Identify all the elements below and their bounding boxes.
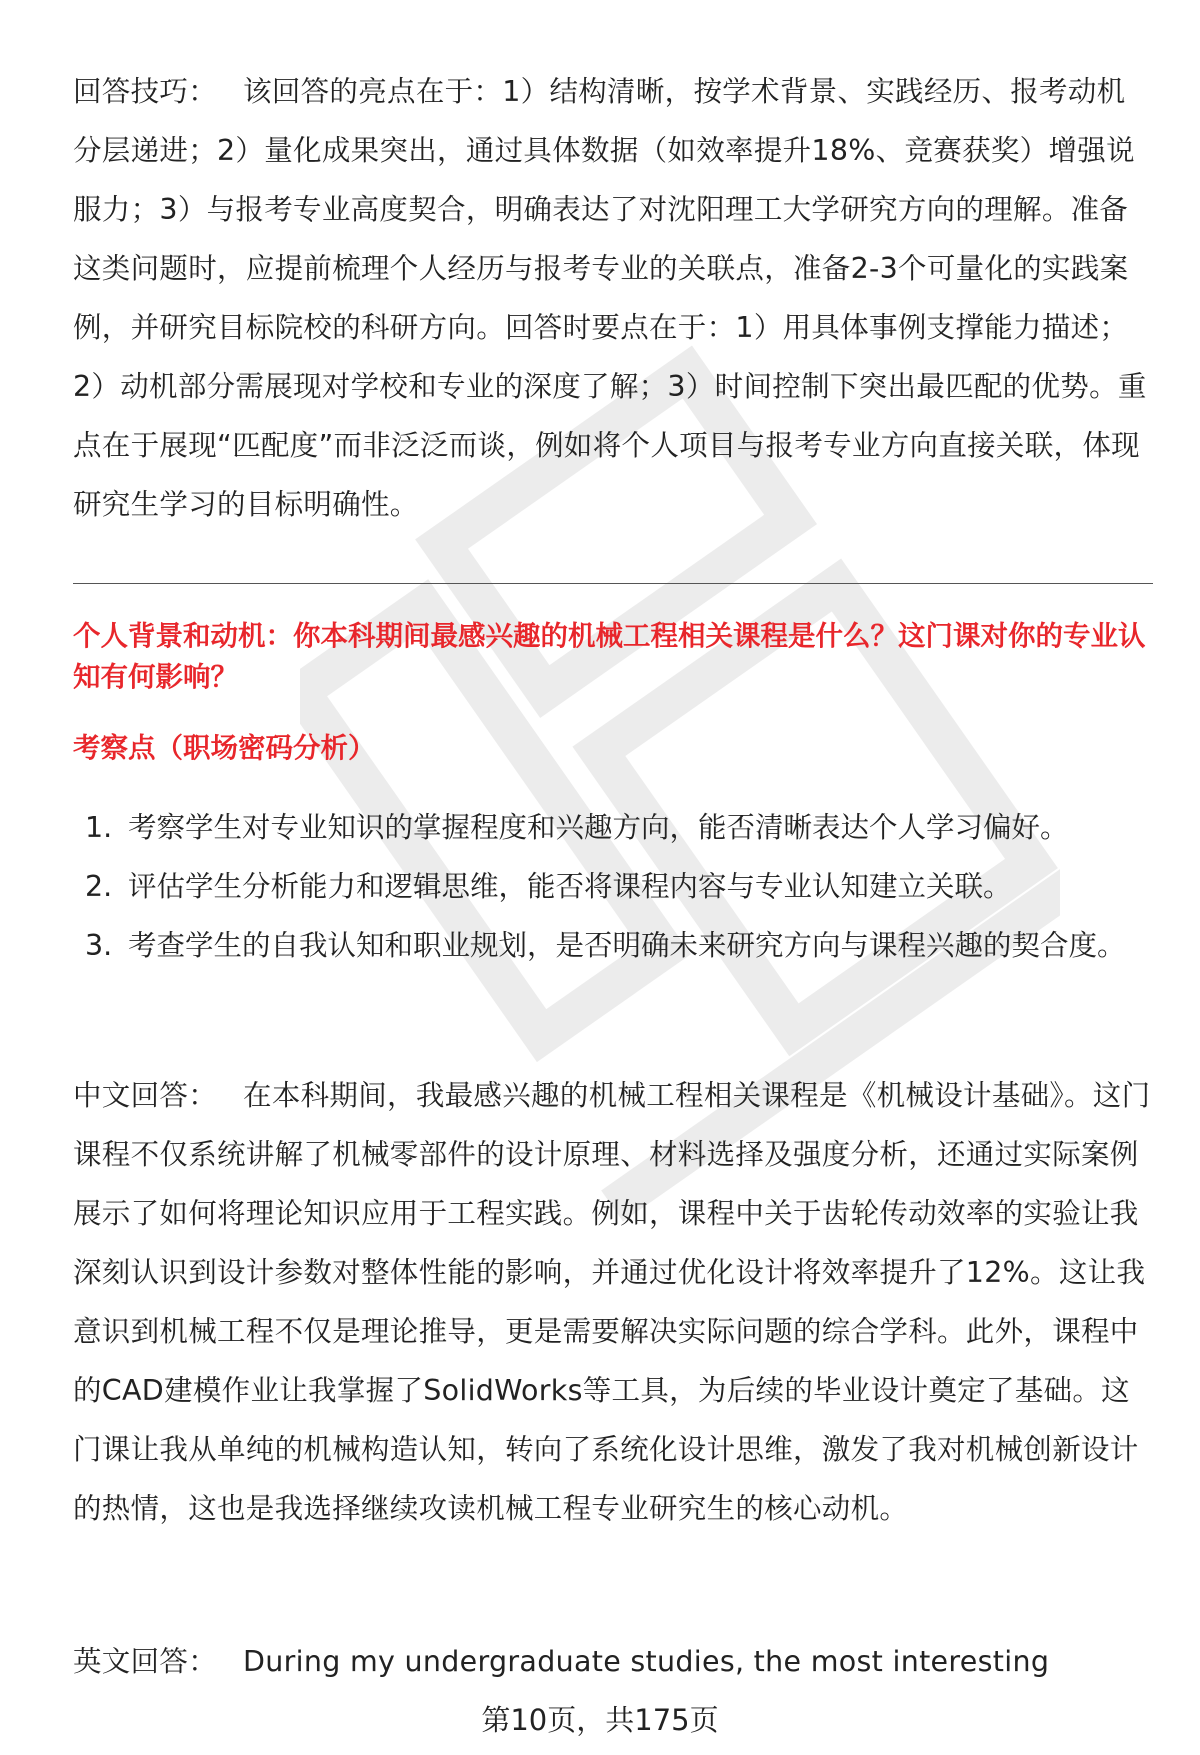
cn-answer-block [73,1066,1153,1538]
list-item [73,798,1153,857]
list-number: 1. [85,811,113,844]
list-text: 考查学生的自我认知和职业规划，是否明确未来研究方向与课程兴趣的契合度。 [128,929,1126,962]
cn-answer-text: 在本科期间，我最感兴趣的机械工程相关课程是《机械设计基础》。这门课程不仅系统讲解了机械零部件的设计原理、材料选择及强度分析，还通过实际案例展示了如何将理论知识应用于工程实践。例如，课程中关于齿轮传动效率的实验让我深刻认识到设计参数对整体性能的影响，并通过优化设计将效率提升了12%。这让我意识到机械工程不仅是理论推导，更是需要解决实际问题的综合学科。此外，课程中的CAD建模作业让我掌握了SolidWorks等工具，为后续的毕业设计奠定了基础。这门课让我从单纯的机械构造认知，转向了系统化设计思维，激发了我对机械创新设计的热情，这也是我选择继续攻读机械工程专业研究生的核心动机。 [73,1079,1151,1525]
en-answer-block [73,1632,1153,1691]
cn-answer-paragraph [73,1066,1153,1538]
list-item [73,857,1153,916]
tip-text: 该回答的亮点在于：1）结构清晰，按学术背景、实践经历、报考动机分层递进；2）量化成果突出，通过具体数据（如效率提升18%、竞赛获奖）增强说服力；3）与报考专业高度契合，明确表达了对沈阳理工大学研究方向的理解。准备这类问题时，应提前梳理个人经历与报考专业的关联点，准备2-3个可量化的实践案例，并研究目标院校的科研方向。回答时要点在于：1）用具体事例支撑能力描述；2）动机部分需展现对学校和专业的深度了解；3）时间控制下突出最匹配的优势。重点在于展现“匹配度”而非泛泛而谈，例如将个人项目与报考专业方向直接关联，体现研究生学习的目标明确性。 [73,75,1147,521]
tip-paragraph [73,62,1153,534]
list-item [73,916,1153,975]
question-heading: 个人背景和动机：你本科期间最感兴趣的机械工程相关课程是什么？这门课对你的专业认知有何影响？ [73,620,1146,693]
list-text: 考察学生对专业知识的掌握程度和兴趣方向，能否清晰表达个人学习偏好。 [128,811,1069,844]
focus-heading: 考察点（职场密码分析） [73,732,376,764]
section-divider [73,583,1153,584]
focus-list [73,798,1153,975]
tip-paragraph-block [73,62,1153,534]
en-answer-paragraph [73,1632,1153,1691]
tip-label: 回答技巧： [73,75,218,108]
list-number: 3. [85,929,113,962]
list-text: 评估学生分析能力和逻辑思维，能否将课程内容与专业认知建立关联。 [128,870,1012,903]
en-answer-label: 英文回答： [73,1645,218,1678]
en-answer-text: During my undergraduate studies, the most interesting [243,1645,1050,1678]
list-number: 2. [85,870,113,903]
page-footer: 第10页，共175页 [481,1703,719,1737]
cn-answer-label: 中文回答： [73,1079,218,1112]
